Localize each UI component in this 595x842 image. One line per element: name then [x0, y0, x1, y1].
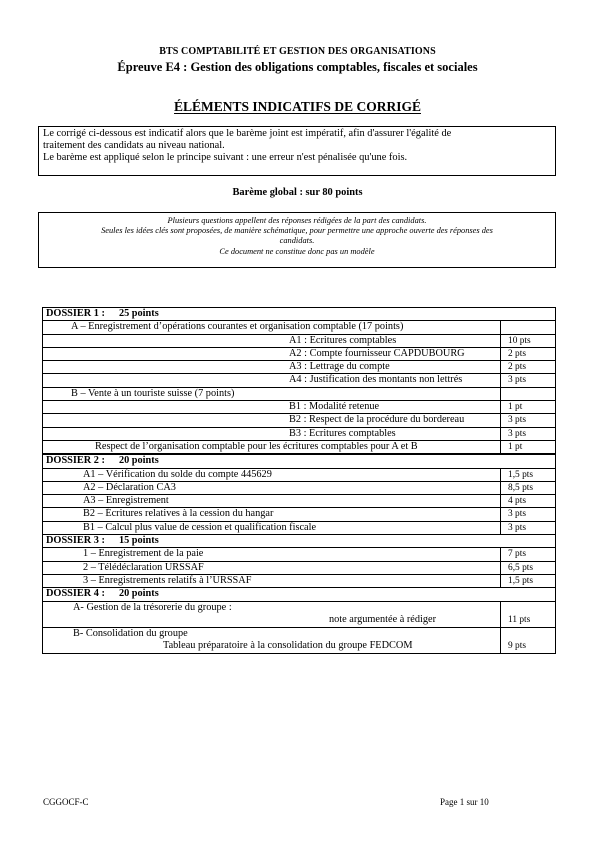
item-pts: 2 pts [501, 361, 556, 374]
item-pts: 3 pts [501, 508, 556, 521]
footer-page-number: Page 1 sur 10 [440, 797, 489, 807]
section-a-pts [501, 321, 556, 334]
page-title [0, 99, 595, 115]
table-row [43, 627, 556, 653]
dossier-3-row [43, 535, 556, 548]
item-label: A2 : Compte fournisseur CAPDUBOURG [43, 347, 501, 360]
item-label: B3 : Ecritures comptables [43, 427, 501, 440]
intro-line-2: traitement des candidats au niveau national. [43, 140, 225, 151]
table-row [43, 601, 556, 627]
dossier-1-cell [43, 308, 556, 321]
item-pts: 10 pts [501, 334, 556, 347]
item-pts: 11 pts [501, 601, 556, 627]
item-label: B2 – Écritures relatives à la cession du hangar [43, 508, 501, 521]
item-label: A3 : Lettrage du compte [43, 361, 501, 374]
bareme-global: Barème global : sur 80 points [232, 187, 363, 198]
table-row [43, 334, 556, 347]
intro-line-3: Le barème est appliqué selon le principe suivant : une erreur n'est pénalisée qu'une fois. [43, 152, 408, 163]
item-pts: 6,5 pts [501, 561, 556, 574]
item-label-sub: note argumentée à rédiger [329, 613, 437, 625]
item-label: A1 – Vérification du solde du compte 445629 [43, 468, 501, 481]
intro-line-1: Le corrigé ci-dessous est indicatif alors que le barème joint est impératif, afin d'assurer l'égalité de [43, 128, 452, 139]
table-row [43, 481, 556, 494]
item-pts: 3 pts [501, 521, 556, 534]
item-label: A3 – Enregistrement [43, 495, 501, 508]
item-label [43, 627, 501, 653]
section-b-label: B – Vente à un touriste suisse (7 points) [43, 387, 501, 400]
section-a-label: A – Enregistrement d’opérations courantes et organisation comptable (17 points) [43, 321, 501, 334]
item-pts: 3 pts [501, 414, 556, 427]
note-line-4: Ce document ne constitue donc pas un modèle [219, 246, 375, 256]
table-row [43, 574, 556, 587]
table-row [43, 427, 556, 440]
dossier-2-label: DOSSIER 2 : [46, 455, 105, 467]
footer-code: CGGOCF-C [43, 797, 89, 807]
dossier-1-points: 25 points [118, 308, 159, 319]
table-row [43, 508, 556, 521]
dossier-2-points: 20 points [118, 455, 159, 467]
item-pts: 2 pts [501, 347, 556, 360]
item-pts: 1,5 pts [501, 468, 556, 481]
table-row [43, 548, 556, 561]
item-pts: 8,5 pts [501, 481, 556, 494]
item-label: A4 : Justification des montants non lettrés [43, 374, 501, 387]
item-pts: 3 pts [501, 374, 556, 387]
item-label: B1 – Calcul plus value de cession et qualification fiscale [43, 521, 501, 534]
item-pts: 1 pt [501, 440, 556, 454]
item-label: B2 : Respect de la procédure du bordereau [43, 414, 501, 427]
item-pts: 4 pts [501, 495, 556, 508]
item-label: A1 : Ecritures comptables [43, 334, 501, 347]
item-label-main: B- Consolidation du groupe [73, 627, 188, 639]
item-label: 3 – Enregistrements relatifs à l’URSSAF [43, 574, 501, 587]
table-row [43, 387, 556, 400]
table-row [43, 414, 556, 427]
table-row [43, 401, 556, 414]
item-label: B1 : Modalité retenue [43, 401, 501, 414]
item-pts: 9 pts [501, 627, 556, 653]
note-line-2: Seules les idées clés sont proposées, de manière schématique, pour permettre une approche ouverte des réponses des [101, 226, 493, 236]
table-row [43, 495, 556, 508]
dossier-3-cell [43, 535, 556, 548]
item-label: Respect de l’organisation comptable pour les écritures comptables pour A et B [43, 440, 501, 454]
dossier-4-label: DOSSIER 4 : [46, 588, 105, 600]
item-label-sub: Tableau préparatoire à la consolidation du groupe FEDCOM [163, 639, 413, 651]
item-label [43, 601, 501, 627]
dossier-2-row [43, 454, 556, 468]
item-label: 2 – Télédéclaration URSSAF [43, 561, 501, 574]
table-row [43, 440, 556, 454]
dossier-3-label: DOSSIER 3 : [46, 535, 105, 547]
page-title-text: ÉLÉMENTS INDICATIFS DE CORRIGÉ [174, 99, 421, 114]
table-row [43, 521, 556, 534]
dossier-4-cell [43, 588, 556, 601]
dossier-4-row [43, 588, 556, 601]
item-label: 1 – Enregistrement de la paie [43, 548, 501, 561]
dossier-2-cell [43, 454, 556, 468]
intro-box [38, 126, 556, 176]
dossier-1-label: DOSSIER 1 : [46, 308, 105, 319]
table-row [43, 374, 556, 387]
dossier-1-row [43, 308, 556, 321]
table-row [43, 468, 556, 481]
item-pts: 1 pt [501, 401, 556, 414]
item-label: A2 – Déclaration CA3 [43, 481, 501, 494]
dossier-4-points: 20 points [118, 588, 159, 600]
table-row [43, 561, 556, 574]
item-pts: 3 pts [501, 427, 556, 440]
table-row [43, 361, 556, 374]
item-pts: 7 pts [501, 548, 556, 561]
table-row [43, 321, 556, 334]
exam-header-line2: Épreuve E4 : Gestion des obligations comptables, fiscales et sociales [117, 60, 478, 74]
dossier-3-points: 15 points [118, 535, 159, 547]
exam-header-line1: BTS COMPTABILITÉ ET GESTION DES ORGANISATIONS [159, 46, 436, 57]
note-box [38, 212, 556, 268]
item-pts: 1,5 pts [501, 574, 556, 587]
note-line-1: Plusieurs questions appellent des réponses rédigées de la part des candidats. [167, 216, 427, 225]
table-row [43, 347, 556, 360]
section-b-pts [501, 387, 556, 400]
note-line-3: candidats. [279, 236, 315, 246]
bareme-table [42, 307, 556, 654]
item-label-main: A- Gestion de la trésorerie du groupe : [73, 601, 232, 613]
